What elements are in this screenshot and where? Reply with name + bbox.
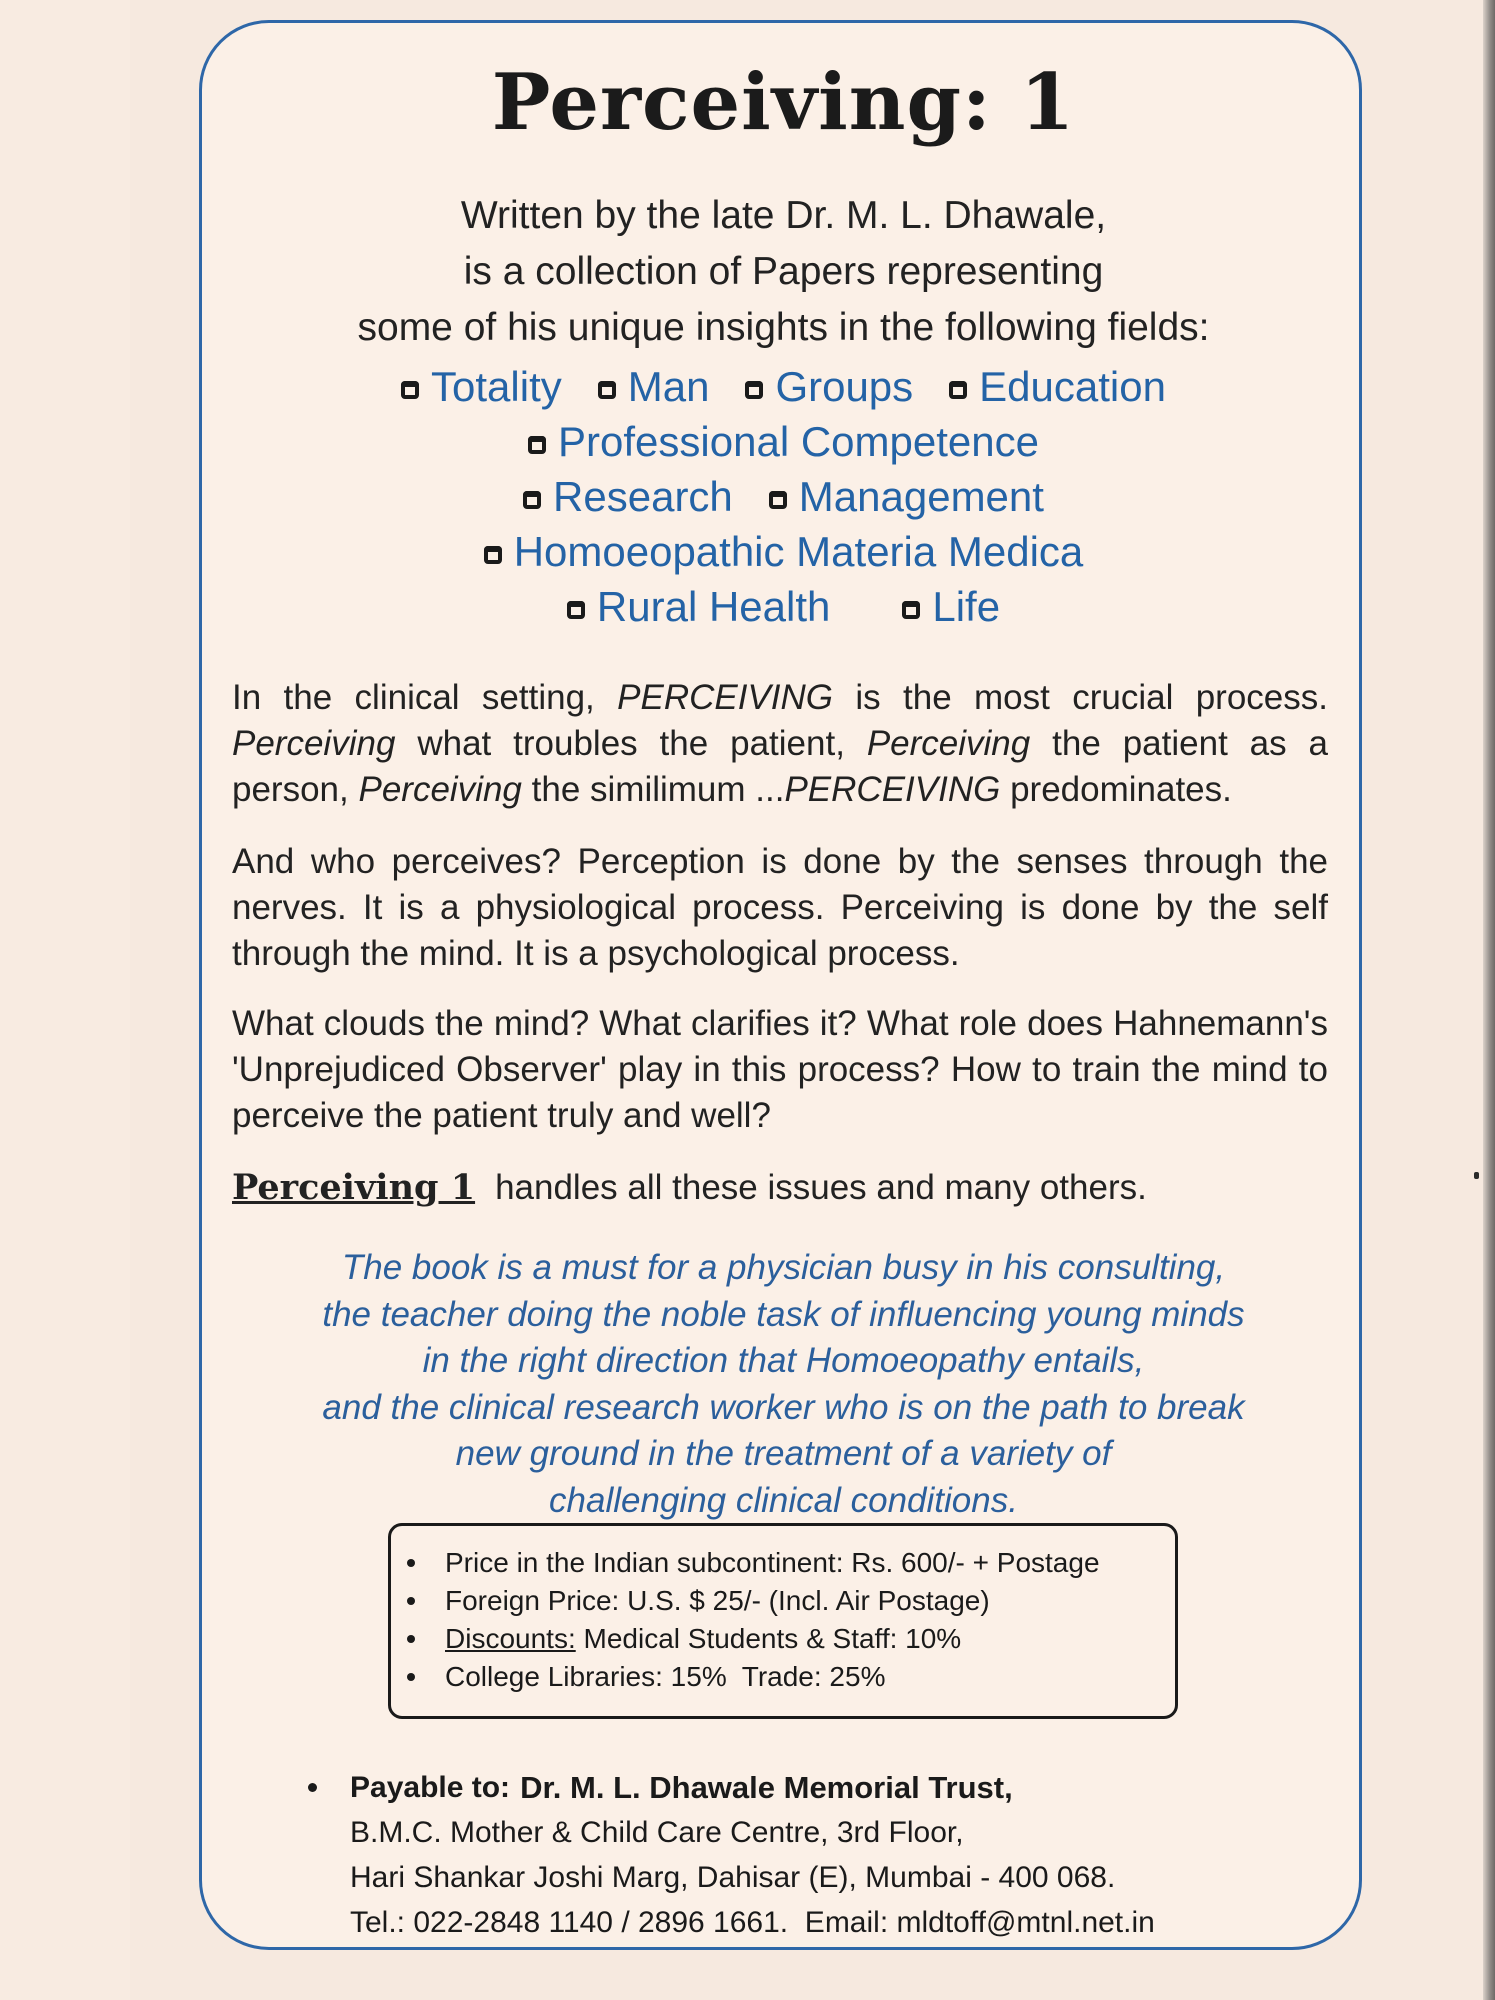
price-item: [407, 1658, 1175, 1696]
field-label: Rural Health: [596, 583, 831, 630]
paragraph-who-perceives: And who perceives? Perception is done by the senses through the nerves. It is a physiological process. Perceiving is done by the self through the mind. It is a psychological process.: [232, 842, 1328, 973]
box-bullet-icon: [484, 546, 502, 564]
quote-line: new ground in the treatment of a variety of: [455, 1434, 1112, 1473]
field-item: [949, 359, 1166, 414]
field-label: Groups: [775, 363, 914, 410]
payable-label: Payable to:: [350, 1771, 511, 1804]
quote-line: the teacher doing the noble task of influencing young minds: [322, 1294, 1245, 1334]
text-span: the patient as a person,: [232, 724, 1329, 809]
field-label: Totality: [431, 363, 562, 410]
price-item: [407, 1582, 1175, 1620]
intro-line: is a collection of Papers representing: [463, 250, 1104, 293]
intro-line: Written by the late Dr. M. L. Dhawale,: [460, 194, 1107, 237]
quote-line: challenging clinical conditions.: [549, 1480, 1018, 1520]
payable-to: [308, 1765, 1308, 1810]
address-line: Hari Shankar Joshi Marg, Dahisar (E), Mumbai - 400 068.: [350, 1861, 1116, 1894]
emphasis-text: Perceiving: [358, 770, 522, 809]
field-item: [567, 579, 830, 634]
box-bullet-icon: [523, 491, 541, 509]
field-label: Management: [798, 473, 1044, 520]
trust-name: Dr. M. L. Dhawale Memorial Trust,: [520, 1770, 1013, 1805]
field-label: Life: [932, 583, 1001, 630]
field-item: [484, 524, 1084, 579]
box-bullet-icon: [949, 381, 967, 399]
paragraph-handles: [232, 1165, 1328, 1211]
discounts-label: Discounts:: [445, 1623, 576, 1654]
quote-line: The book is a must for a physician busy in his consulting,: [341, 1248, 1226, 1287]
bullet-dot-icon: [407, 1559, 415, 1567]
fields-row: [202, 524, 1365, 579]
bullet-dot-icon: [407, 1635, 415, 1643]
text-span: is the most crucial process.: [855, 678, 1328, 717]
recommendation-quote: [202, 1245, 1365, 1524]
field-item: [528, 414, 1039, 469]
emphasis-text: PERCEIVING: [617, 678, 834, 717]
fields-row: [202, 469, 1365, 524]
text-span: handles all these issues and many others.: [495, 1168, 1147, 1207]
payment-info: [308, 1765, 1308, 1945]
bullet-dot-icon: [407, 1673, 415, 1681]
price-text: Foreign Price: U.S. $ 25/- (Incl. Air Postage): [445, 1585, 990, 1616]
box-bullet-icon: [598, 381, 616, 399]
intro-line: some of his unique insights in the following fields:: [357, 306, 1210, 349]
box-bullet-icon: [769, 491, 787, 509]
fields-row: [202, 414, 1365, 469]
emphasis-text: Perceiving: [866, 724, 1031, 763]
intro-text: [202, 188, 1365, 356]
field-item: [745, 359, 913, 414]
field-item: [401, 359, 562, 414]
text-span: In the clinical setting,: [232, 678, 595, 717]
paragraph-mind: What clouds the mind? What clarifies it? What role does Hahnemann's 'Unprejudiced Observer' play in this process? How to train the mind to perceive the patient truly and well?: [232, 1004, 1328, 1135]
bullet-dot-icon: [407, 1597, 415, 1605]
text-span: what troubles the patient,: [417, 724, 845, 763]
field-label: Research: [553, 473, 733, 520]
field-label: Professional Competence: [558, 418, 1039, 465]
contact-line: Tel.: 022-2848 1140 / 2896 1661. Email: mldtoff@mtnl.net.in: [350, 1906, 1155, 1939]
box-bullet-icon: [902, 601, 920, 619]
field-item: [902, 579, 1000, 634]
text-span: the similimum ...: [531, 770, 785, 809]
content-frame: [199, 20, 1362, 1950]
box-bullet-icon: [401, 381, 419, 399]
fields-row: [202, 359, 1365, 414]
left-margin: [0, 0, 130, 2000]
price-item: [407, 1620, 1175, 1658]
field-item: [523, 469, 733, 524]
address-line: B.M.C. Mother & Child Care Centre, 3rd Floor,: [350, 1816, 964, 1849]
fields-list: [202, 359, 1365, 634]
price-item: [407, 1544, 1175, 1582]
price-text: Price in the Indian subcontinent: Rs. 600/- + Postage: [445, 1547, 1100, 1578]
page-title: Perceiving: 1: [491, 57, 1076, 148]
edge-mark: [1474, 1172, 1479, 1179]
box-bullet-icon: [528, 436, 546, 454]
field-label: Education: [979, 363, 1166, 410]
box-bullet-icon: [567, 601, 585, 619]
field-item: [598, 359, 710, 414]
pricing-box: [388, 1523, 1178, 1719]
emphasis-text: Perceiving: [232, 724, 396, 763]
text-span: predominates.: [1010, 770, 1232, 809]
book-spine-edge: [1483, 0, 1495, 2000]
quote-line: in the right direction that Homoeopathy entails,: [422, 1341, 1145, 1380]
book-reference: Perceiving 1: [232, 1167, 476, 1208]
box-bullet-icon: [745, 381, 763, 399]
fields-row: [202, 579, 1365, 634]
price-text: Medical Students & Staff: 10%: [583, 1623, 962, 1654]
quote-line: and the clinical research worker who is on the path to break: [322, 1387, 1245, 1427]
field-item: [769, 469, 1044, 524]
paragraph-perceiving: [232, 675, 1328, 813]
field-label: Homoeopathic Materia Medica: [513, 528, 1084, 575]
field-label: Man: [627, 363, 710, 410]
emphasis-text: PERCEIVING: [784, 770, 1001, 809]
price-text: College Libraries: 15% Trade: 25%: [445, 1661, 886, 1692]
bullet-dot-icon: [308, 1783, 317, 1792]
